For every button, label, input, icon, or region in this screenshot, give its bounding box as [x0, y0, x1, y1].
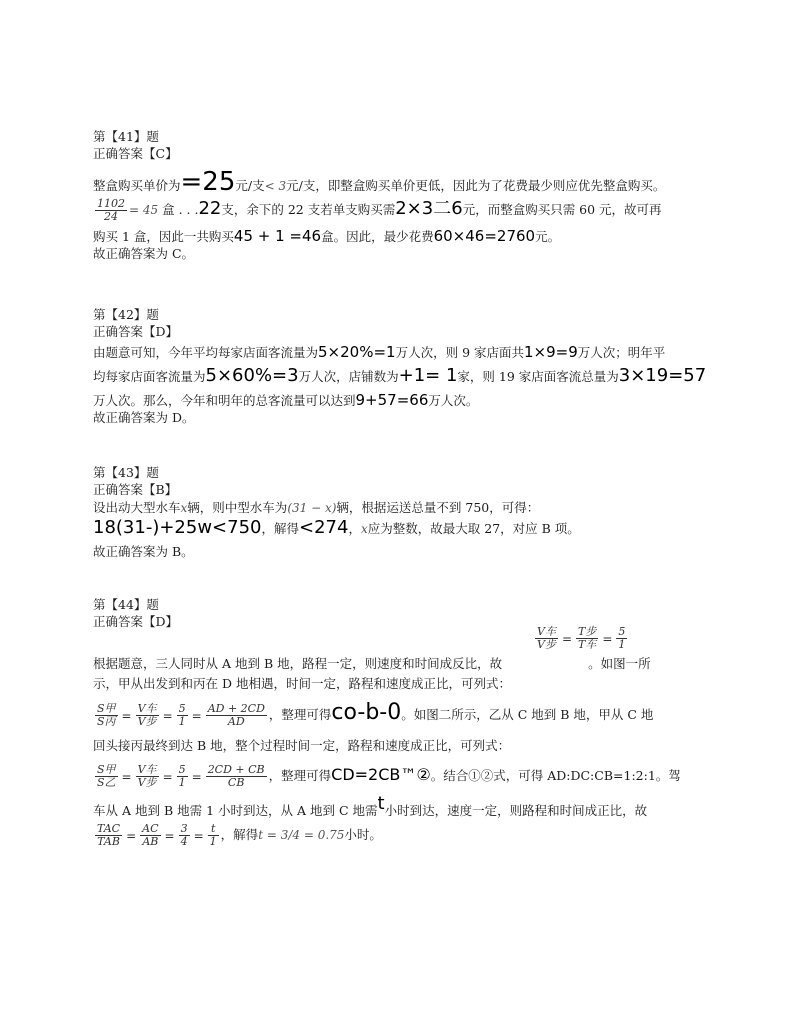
q44-number: 第【44】题 [93, 597, 159, 612]
q43-answer: 正确答案【B】 [93, 482, 178, 497]
q42-answer: 正确答案【D】 [93, 324, 179, 339]
q42-line3: 万人次。那么，今年和明年的总客流量可以达到9+57=66万人次。 [93, 391, 479, 409]
q41-conclusion: 故正确答案为 C。 [93, 246, 195, 261]
q42-line1: 由题意可知，今年平均每家店面客流量为5×20%=1万人次，则 9 家店面共1×9=9万人次；明年平 [93, 343, 666, 361]
q44-line7: $\frac{\text{TAC}}{\text{TAB}}$ = $\frac{AC}{AB}$ = $\frac{3}{4}$ = $\frac{t}{1}$ ，解得t = 3/4 = 0.75小时。 [97, 822, 382, 848]
question-44 [93, 596, 713, 866]
q42-conclusion: 故正确答案为 D。 [93, 410, 195, 425]
q43-line1: 设出动大型水车x辆，则中型水车为(31 − x)辆，根据运送总量不到 750，可得： [93, 500, 540, 515]
q43-line2: 18(31-)+25w<750，解得<274，x应为整数，故最大取 27，对应 B 项。 [93, 517, 580, 538]
q41-fraction: $\frac{1102}{24}$ [97, 197, 125, 223]
q41-line2: $\frac{1102}{24}$ = 45 盒 . . .22支，余下的 22 支若单支购买需2×3二6元，而整盒购买只需 60 元，故可再 [97, 197, 662, 223]
q41-line1: 整盒购买单价为=25元/支< 3元/支，即整盒购买单价更低，因此为了花费最少则应优先整盒购买。 [93, 167, 666, 197]
q43-conclusion: 故正确答案为 B。 [93, 544, 194, 559]
q41-number: 第【41】题 [93, 129, 159, 144]
q43-number: 第【43】题 [93, 465, 159, 480]
q44-answer: 正确答案【D】 [93, 614, 179, 629]
q44-formula-1: $\frac{\text{V车}}{\text{V步}}$ = $\frac{\text{T步}}{\text{T车}}$ = $\frac{5}{1}$ [537, 625, 626, 651]
q44-line3: $\frac{\text{S甲}}{\text{S丙}}$ = $\frac{\text{V车}}{\text{V步}}$ = $\frac{5}{1}$ = $\frac{AD + 2CD}{AD}$ ，整理可得co-b-0。如图二所示，乙从 C 地到 B 地，甲从 C 地 [97, 700, 654, 728]
question-41 [93, 128, 713, 278]
question-42 [93, 306, 713, 426]
q41-answer: 正确答案【C】 [93, 146, 178, 161]
q44-line2: 示，甲从出发到和丙在 D 地相遇，时间一定，路程和速度成正比，可列式： [93, 676, 511, 691]
q44-line5: $\frac{\text{S甲}}{\text{S乙}}$ = $\frac{\text{V车}}{\text{V步}}$ = $\frac{5}{1}$ = $\frac{2CD + CB}{CB}$ ，整理可得CD=2CB™②。结合①②式，可得 AD:DC:CB=1:2:1。驾 [97, 763, 681, 789]
q42-line2: 均每家店面客流量为5×60%=3万人次，店铺数为+1= 1家，则 19 家店面客流总量为3×19=57 [93, 365, 707, 386]
q41-line3: 购买 1 盒，因此一共购买45 + 1 =46盒。因此，最少花费60×46=2760元。 [93, 227, 561, 245]
q44-line6: 车从 A 地到 B 地需 1 小时到达，从 A 地到 C 地需t小时到达，速度一定，则路程和时间成正比，故 [93, 793, 648, 818]
q42-number: 第【42】题 [93, 307, 159, 322]
q44-line4: 回头接丙最终到达 B 地，整个过程时间一定，路程和速度成正比，可列式： [93, 738, 511, 753]
question-43 [93, 464, 713, 564]
q44-line1: 根据题意，三人同时从 A 地到 B 地，路程一定，则速度和时间成反比，故 。如图一所 [93, 656, 651, 671]
